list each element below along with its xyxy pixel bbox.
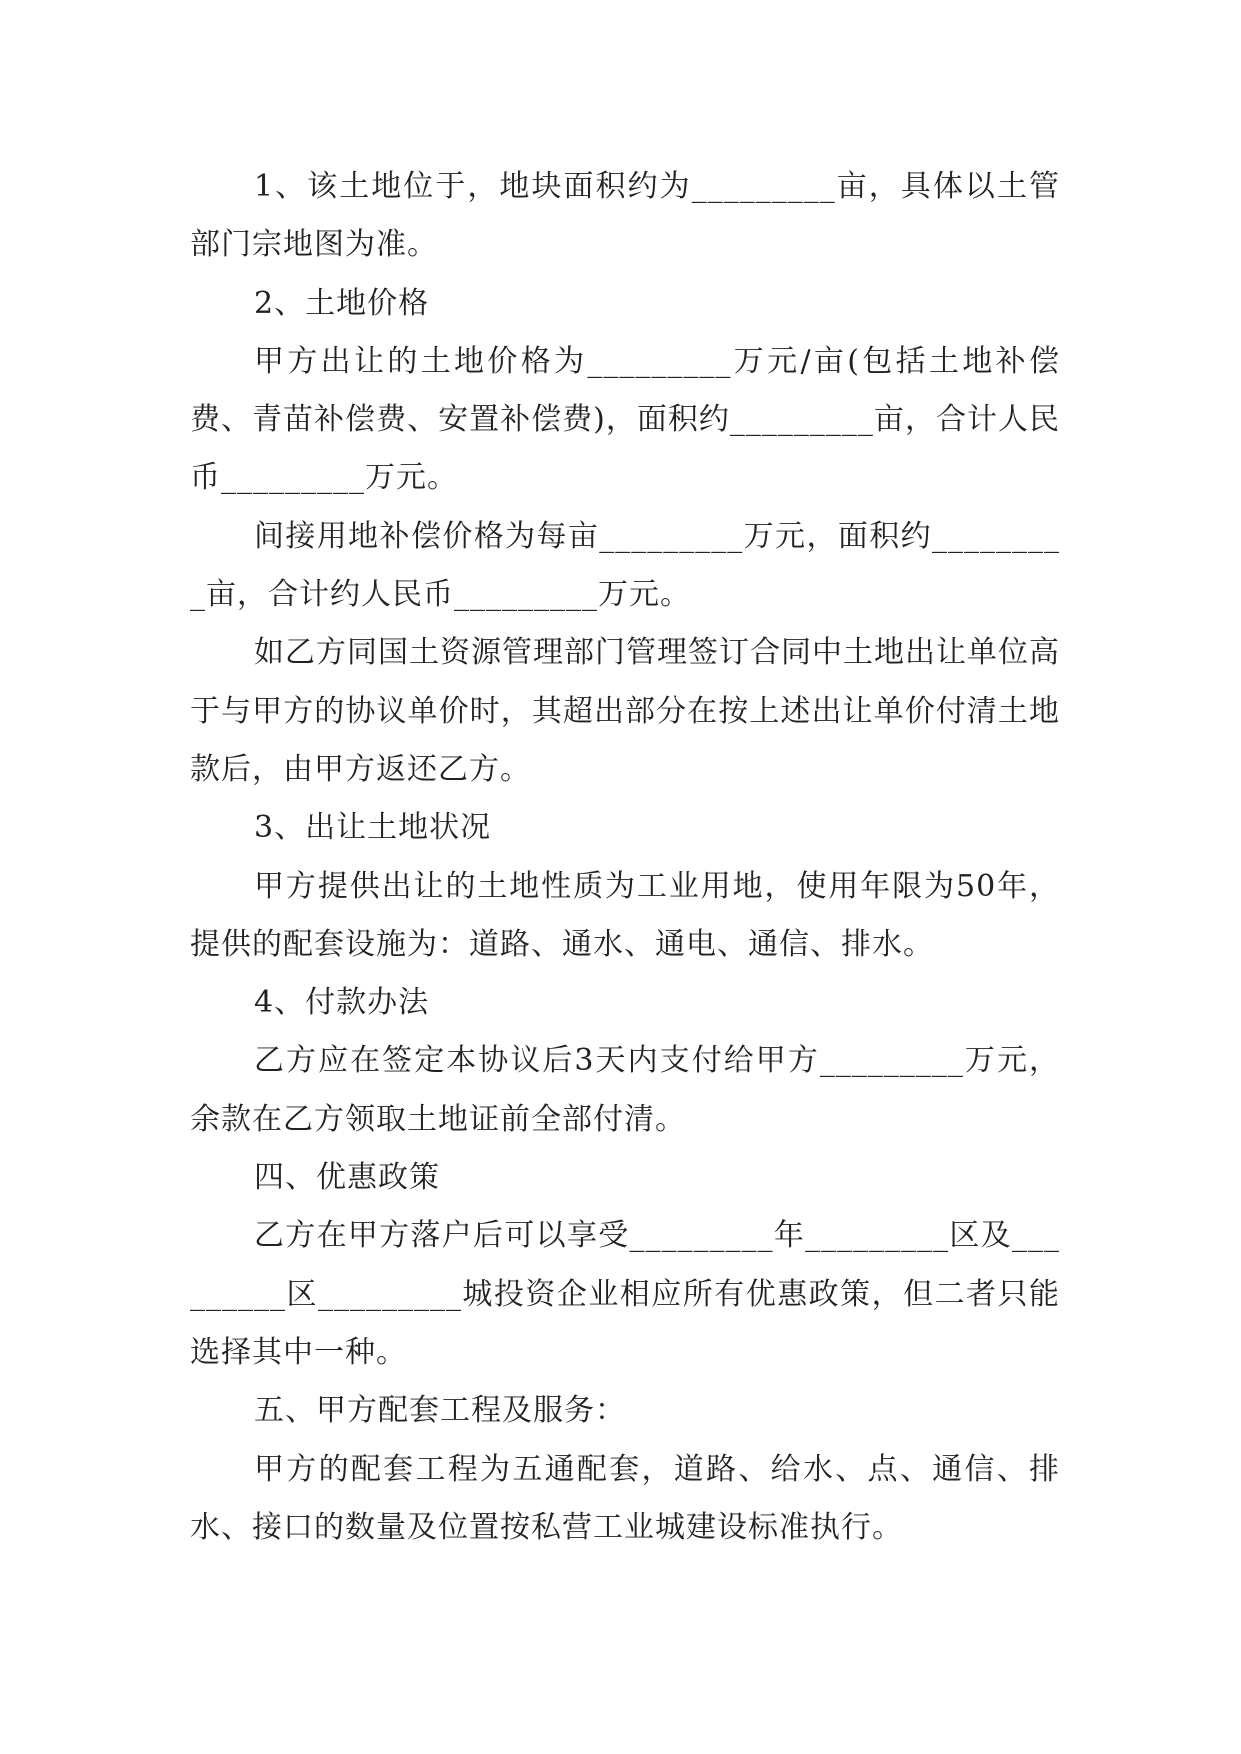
clause-indirect-land-compensation: 间接用地补偿价格为每亩_________万元，面积约_________亩，合计约人民币_________万元。: [190, 518, 1060, 613]
heading-land-status: 3、出让土地状况: [254, 810, 492, 846]
clause-1-land-location: 1、该土地位于，地块面积约为_________亩，具体以土管部门宗地图为准。: [190, 169, 1060, 263]
clause-land-price-detail: 甲方出让的土地价格为_________万元/亩(包括土地补偿费、青苗补偿费、安置补偿费)，面积约_________亩，合计人民币_________万元。: [190, 343, 1060, 496]
clause-payment-detail: 乙方应在签定本协议后3天内支付给甲方_________万元，余款在乙方领取土地证前全部付清。: [190, 1043, 1060, 1137]
clause-supporting-works-detail: 甲方的配套工程为五通配套，道路、给水、点、通信、排水、接口的数量及位置按私营工业城建设标准执行。: [190, 1451, 1060, 1545]
heading-supporting-works: 五、甲方配套工程及服务：: [254, 1393, 626, 1429]
heading-land-price: 2、土地价格: [254, 285, 430, 321]
heading-preferential-policy: 四、优惠政策: [254, 1160, 440, 1196]
document-page: [190, 158, 1060, 1557]
heading-payment-method: 4、付款办法: [254, 985, 430, 1021]
clause-preferential-policy-detail: 乙方在甲方落户后可以享受_________年_________区及_________区_________城投资企业相应所有优惠政策，但二者只能选择其中一种。: [190, 1218, 1060, 1370]
clause-price-difference-refund: 如乙方同国土资源管理部门管理签订合同中土地出让单位高于与甲方的协议单价时，其超出部分在按上述出让单价付清土地款后，由甲方返还乙方。: [190, 635, 1060, 787]
clause-land-status-detail: 甲方提供出让的土地性质为工业用地，使用年限为50年，提供的配套设施为：道路、通水、通电、通信、排水。: [190, 868, 1060, 962]
